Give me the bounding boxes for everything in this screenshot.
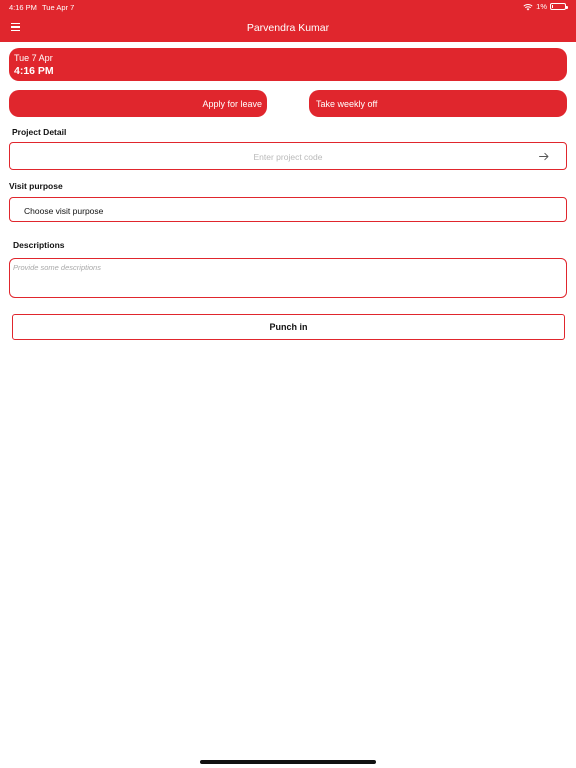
nav-bar: [0, 14, 576, 42]
home-indicator: [200, 760, 376, 764]
status-date: Tue Apr 7: [42, 3, 75, 12]
visit-purpose-label: Visit purpose: [9, 181, 63, 191]
status-time: 4:16 PM: [9, 3, 37, 12]
date-time-card: [9, 48, 567, 81]
visit-purpose-value: Choose visit purpose: [24, 206, 104, 216]
status-bar: [0, 0, 576, 14]
visit-purpose-select[interactable]: [9, 197, 567, 222]
descriptions-textarea[interactable]: [9, 258, 567, 298]
arrow-right-icon[interactable]: [539, 152, 549, 161]
page-title: Parvendra Kumar: [246, 22, 330, 34]
punch-in-button[interactable]: Punch in: [12, 314, 565, 340]
current-date: Tue 7 Apr: [14, 53, 53, 63]
current-time: 4:16 PM: [14, 65, 54, 77]
weekly-off-button[interactable]: Take weekly off: [309, 90, 567, 117]
project-detail-label: Project Detail: [12, 127, 67, 137]
wifi-icon: [523, 3, 533, 11]
battery-icon: [550, 3, 566, 10]
battery-percent: 1%: [536, 2, 547, 11]
project-code-input[interactable]: [9, 142, 567, 170]
descriptions-label: Descriptions: [13, 240, 65, 250]
apply-leave-button[interactable]: Apply for leave: [9, 90, 267, 117]
status-indicators: [523, 2, 566, 11]
descriptions-placeholder: Provide some descriptions: [13, 263, 101, 272]
project-code-placeholder: Enter project code: [253, 152, 323, 162]
